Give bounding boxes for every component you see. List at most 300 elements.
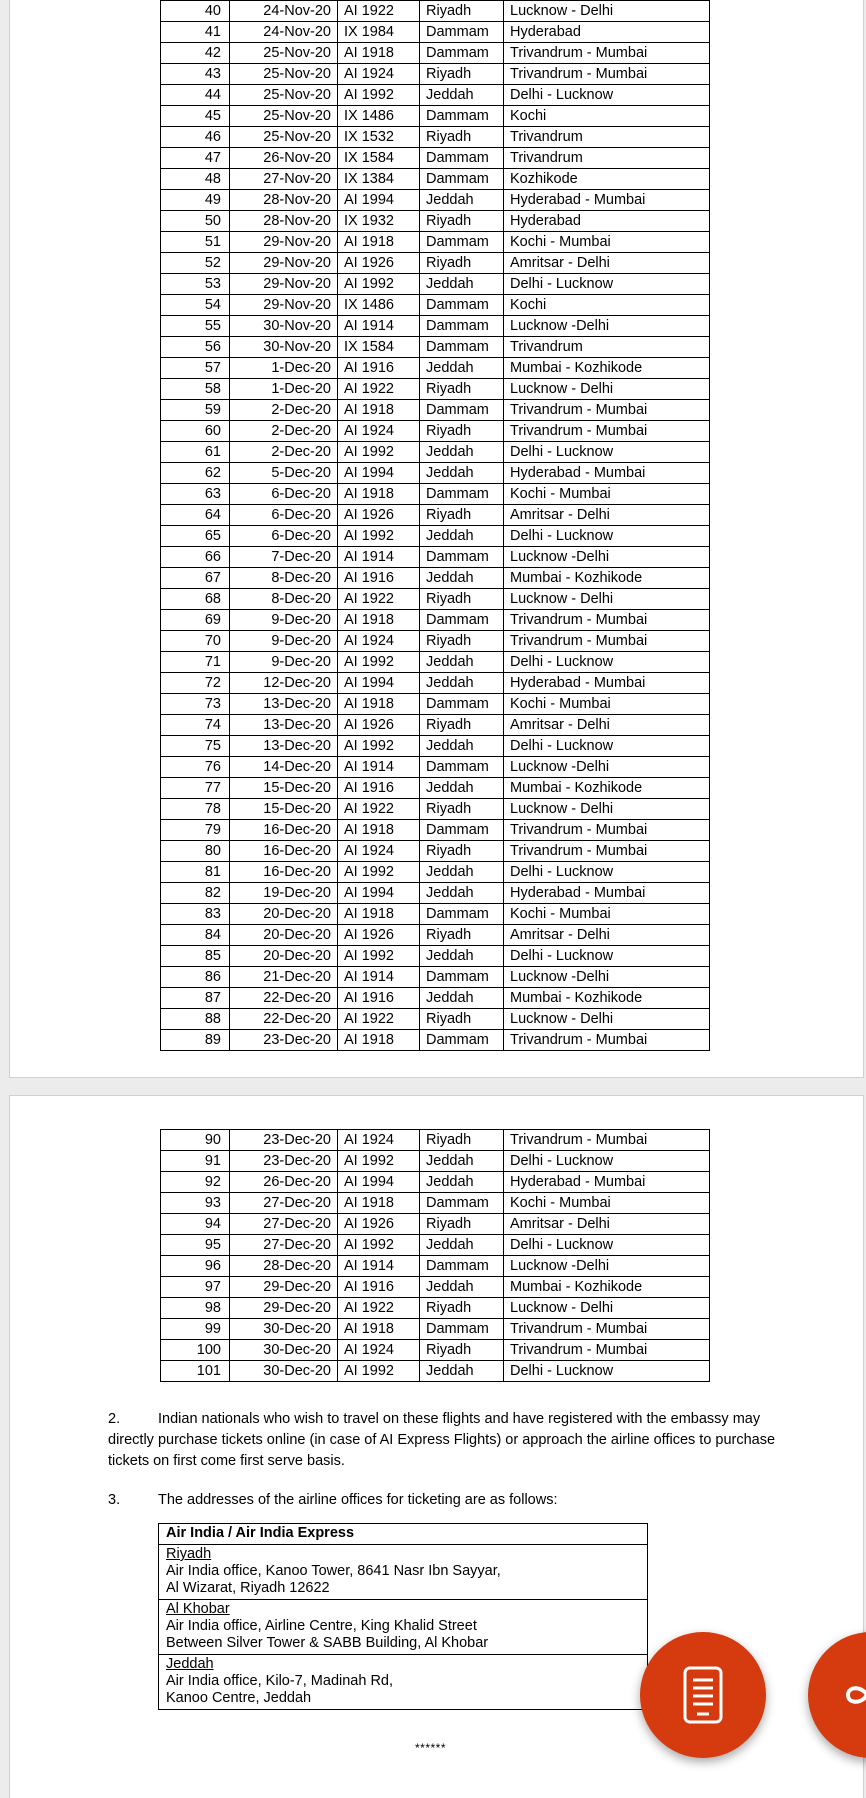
row-route: Trivandrum - Mumbai <box>504 610 710 631</box>
row-flight: AI 1926 <box>338 1214 420 1235</box>
row-flight: AI 1926 <box>338 253 420 274</box>
row-date: 28-Dec-20 <box>230 1256 338 1277</box>
row-flight: AI 1916 <box>338 358 420 379</box>
flight-row <box>161 547 710 568</box>
row-serial: 62 <box>161 463 230 484</box>
row-date: 27-Dec-20 <box>230 1235 338 1256</box>
flight-row <box>161 568 710 589</box>
row-serial: 64 <box>161 505 230 526</box>
row-origin: Riyadh <box>420 127 504 148</box>
flight-schedule-table-part1 <box>160 0 710 1051</box>
row-route: Delhi - Lucknow <box>504 526 710 547</box>
flight-row <box>161 1151 710 1172</box>
row-route: Kochi <box>504 106 710 127</box>
flight-row <box>161 85 710 106</box>
row-serial: 40 <box>161 1 230 22</box>
row-date: 25-Nov-20 <box>230 43 338 64</box>
row-flight: AI 1918 <box>338 1193 420 1214</box>
row-date: 8-Dec-20 <box>230 568 338 589</box>
flight-schedule-table-part2 <box>160 1129 710 1382</box>
row-flight: AI 1994 <box>338 883 420 904</box>
row-route: Hyderabad - Mumbai <box>504 673 710 694</box>
row-route: Kochi - Mumbai <box>504 1193 710 1214</box>
row-flight: AI 1992 <box>338 85 420 106</box>
flight-row <box>161 1 710 22</box>
row-origin: Riyadh <box>420 631 504 652</box>
row-origin: Dammam <box>420 757 504 778</box>
row-route: Delhi - Lucknow <box>504 1235 710 1256</box>
row-serial: 87 <box>161 988 230 1009</box>
row-serial: 96 <box>161 1256 230 1277</box>
row-serial: 50 <box>161 211 230 232</box>
row-date: 6-Dec-20 <box>230 484 338 505</box>
flight-row <box>161 1009 710 1030</box>
row-flight: AI 1924 <box>338 631 420 652</box>
row-route: Trivandrum <box>504 127 710 148</box>
row-date: 20-Dec-20 <box>230 925 338 946</box>
row-route: Kochi - Mumbai <box>504 694 710 715</box>
row-route: Mumbai - Kozhikode <box>504 1277 710 1298</box>
row-flight: AI 1918 <box>338 1319 420 1340</box>
row-origin: Jeddah <box>420 442 504 463</box>
row-serial: 53 <box>161 274 230 295</box>
row-route: Kochi <box>504 295 710 316</box>
row-serial: 70 <box>161 631 230 652</box>
row-serial: 54 <box>161 295 230 316</box>
offices-header-row <box>159 1524 648 1545</box>
flight-row <box>161 1298 710 1319</box>
flight-row <box>161 904 710 925</box>
row-serial: 47 <box>161 148 230 169</box>
row-route: Trivandrum - Mumbai <box>504 1319 710 1340</box>
row-origin: Riyadh <box>420 64 504 85</box>
row-route: Trivandrum - Mumbai <box>504 421 710 442</box>
row-date: 30-Dec-20 <box>230 1319 338 1340</box>
flight-row <box>161 652 710 673</box>
flight-row <box>161 211 710 232</box>
row-route: Delhi - Lucknow <box>504 946 710 967</box>
row-route: Lucknow - Delhi <box>504 589 710 610</box>
row-date: 2-Dec-20 <box>230 421 338 442</box>
office-city: Al Khobar <box>166 1601 230 1617</box>
row-origin: Riyadh <box>420 379 504 400</box>
row-origin: Dammam <box>420 1193 504 1214</box>
row-origin: Riyadh <box>420 1214 504 1235</box>
row-origin: Jeddah <box>420 988 504 1009</box>
row-serial: 75 <box>161 736 230 757</box>
row-flight: AI 1918 <box>338 232 420 253</box>
office-address-line: Between Silver Tower & SABB Building, Al Khobar <box>166 1635 489 1651</box>
row-date: 2-Dec-20 <box>230 400 338 421</box>
row-route: Trivandrum - Mumbai <box>504 1130 710 1151</box>
row-route: Trivandrum - Mumbai <box>504 1030 710 1051</box>
row-route: Amritsar - Delhi <box>504 1214 710 1235</box>
row-flight: IX 1584 <box>338 337 420 358</box>
row-origin: Dammam <box>420 295 504 316</box>
row-serial: 79 <box>161 820 230 841</box>
row-origin: Dammam <box>420 547 504 568</box>
paragraph-2 <box>108 1409 788 1472</box>
row-flight: AI 1992 <box>338 862 420 883</box>
row-flight: AI 1924 <box>338 1130 420 1151</box>
flight-row <box>161 610 710 631</box>
row-route: Trivandrum <box>504 148 710 169</box>
row-origin: Dammam <box>420 232 504 253</box>
office-row <box>159 1545 648 1600</box>
row-flight: AI 1914 <box>338 1256 420 1277</box>
flight-row <box>161 1340 710 1361</box>
row-origin: Jeddah <box>420 736 504 757</box>
row-origin: Dammam <box>420 148 504 169</box>
row-origin: Jeddah <box>420 862 504 883</box>
row-date: 6-Dec-20 <box>230 505 338 526</box>
row-date: 21-Dec-20 <box>230 967 338 988</box>
row-route: Mumbai - Kozhikode <box>504 988 710 1009</box>
row-flight: IX 1932 <box>338 211 420 232</box>
row-flight: IX 1584 <box>338 148 420 169</box>
row-origin: Dammam <box>420 610 504 631</box>
row-date: 29-Dec-20 <box>230 1277 338 1298</box>
row-route: Trivandrum <box>504 337 710 358</box>
row-origin: Jeddah <box>420 358 504 379</box>
row-origin: Jeddah <box>420 1235 504 1256</box>
row-route: Lucknow -Delhi <box>504 967 710 988</box>
row-route: Hyderabad - Mumbai <box>504 190 710 211</box>
row-flight: AI 1918 <box>338 1030 420 1051</box>
row-date: 28-Nov-20 <box>230 211 338 232</box>
row-origin: Dammam <box>420 22 504 43</box>
flight-row <box>161 967 710 988</box>
flight-row <box>161 1235 710 1256</box>
row-route: Lucknow - Delhi <box>504 1 710 22</box>
row-flight: AI 1916 <box>338 1277 420 1298</box>
paragraph-text: The addresses of the airline offices for ticketing are as follows: <box>158 1492 558 1508</box>
row-origin: Jeddah <box>420 85 504 106</box>
office-city: Jeddah <box>166 1656 214 1672</box>
row-origin: Riyadh <box>420 799 504 820</box>
row-origin: Dammam <box>420 820 504 841</box>
row-serial: 69 <box>161 610 230 631</box>
flight-row <box>161 778 710 799</box>
row-date: 27-Dec-20 <box>230 1214 338 1235</box>
row-route: Lucknow - Delhi <box>504 1298 710 1319</box>
flight-row <box>161 1256 710 1277</box>
link-icon <box>842 1680 866 1710</box>
row-flight: AI 1992 <box>338 736 420 757</box>
flight-row <box>161 127 710 148</box>
row-date: 28-Nov-20 <box>230 190 338 211</box>
row-serial: 46 <box>161 127 230 148</box>
row-flight: AI 1994 <box>338 463 420 484</box>
row-flight: AI 1916 <box>338 988 420 1009</box>
row-flight: AI 1916 <box>338 778 420 799</box>
document-list-icon <box>683 1666 723 1724</box>
row-route: Trivandrum - Mumbai <box>504 820 710 841</box>
row-origin: Riyadh <box>420 1009 504 1030</box>
office-address-line: Air India office, Airline Centre, King Khalid Street <box>166 1618 477 1634</box>
office-address-line: Air India office, Kilo-7, Madinah Rd, <box>166 1673 394 1689</box>
flight-row <box>161 64 710 85</box>
row-origin: Riyadh <box>420 841 504 862</box>
row-date: 27-Nov-20 <box>230 169 338 190</box>
row-flight: AI 1992 <box>338 946 420 967</box>
flight-row <box>161 1193 710 1214</box>
row-flight: AI 1992 <box>338 652 420 673</box>
row-origin: Riyadh <box>420 1130 504 1151</box>
row-origin: Riyadh <box>420 421 504 442</box>
row-route: Amritsar - Delhi <box>504 505 710 526</box>
row-route: Hyderabad <box>504 211 710 232</box>
row-route: Delhi - Lucknow <box>504 85 710 106</box>
row-flight: AI 1918 <box>338 820 420 841</box>
flight-row <box>161 526 710 547</box>
paragraph-number: 2. <box>108 1411 121 1427</box>
notes-fab-button[interactable] <box>640 1632 766 1758</box>
row-date: 8-Dec-20 <box>230 589 338 610</box>
row-flight: AI 1918 <box>338 610 420 631</box>
row-flight: AI 1992 <box>338 442 420 463</box>
row-route: Hyderabad - Mumbai <box>504 1172 710 1193</box>
row-serial: 45 <box>161 106 230 127</box>
row-flight: IX 1486 <box>338 295 420 316</box>
row-serial: 72 <box>161 673 230 694</box>
row-serial: 71 <box>161 652 230 673</box>
row-date: 12-Dec-20 <box>230 673 338 694</box>
row-date: 9-Dec-20 <box>230 652 338 673</box>
flight-row <box>161 442 710 463</box>
row-route: Lucknow -Delhi <box>504 547 710 568</box>
row-serial: 86 <box>161 967 230 988</box>
row-serial: 83 <box>161 904 230 925</box>
row-flight: AI 1992 <box>338 1361 420 1382</box>
row-serial: 81 <box>161 862 230 883</box>
row-origin: Dammam <box>420 337 504 358</box>
row-origin: Dammam <box>420 169 504 190</box>
row-route: Delhi - Lucknow <box>504 1361 710 1382</box>
flight-row <box>161 106 710 127</box>
flight-row <box>161 1361 710 1382</box>
row-origin: Dammam <box>420 1256 504 1277</box>
row-origin: Jeddah <box>420 1151 504 1172</box>
row-flight: AI 1994 <box>338 190 420 211</box>
row-date: 27-Dec-20 <box>230 1193 338 1214</box>
row-serial: 68 <box>161 589 230 610</box>
row-date: 13-Dec-20 <box>230 715 338 736</box>
flight-row <box>161 22 710 43</box>
flight-row <box>161 190 710 211</box>
row-date: 1-Dec-20 <box>230 358 338 379</box>
row-origin: Jeddah <box>420 1277 504 1298</box>
row-route: Kochi - Mumbai <box>504 904 710 925</box>
row-origin: Dammam <box>420 106 504 127</box>
row-serial: 91 <box>161 1151 230 1172</box>
row-serial: 76 <box>161 757 230 778</box>
row-date: 24-Nov-20 <box>230 1 338 22</box>
flight-row <box>161 43 710 64</box>
row-date: 25-Nov-20 <box>230 106 338 127</box>
row-route: Trivandrum - Mumbai <box>504 841 710 862</box>
row-flight: AI 1918 <box>338 694 420 715</box>
row-serial: 90 <box>161 1130 230 1151</box>
row-flight: AI 1914 <box>338 967 420 988</box>
flight-row <box>161 1130 710 1151</box>
office-cell <box>159 1655 648 1710</box>
row-serial: 78 <box>161 799 230 820</box>
row-origin: Jeddah <box>420 673 504 694</box>
row-route: Kochi - Mumbai <box>504 232 710 253</box>
row-date: 25-Nov-20 <box>230 127 338 148</box>
row-flight: IX 1384 <box>338 169 420 190</box>
flight-row <box>161 295 710 316</box>
row-date: 26-Dec-20 <box>230 1172 338 1193</box>
row-date: 16-Dec-20 <box>230 820 338 841</box>
row-serial: 52 <box>161 253 230 274</box>
row-date: 9-Dec-20 <box>230 610 338 631</box>
row-flight: AI 1992 <box>338 274 420 295</box>
row-origin: Dammam <box>420 316 504 337</box>
flight-row <box>161 631 710 652</box>
row-flight: AI 1922 <box>338 379 420 400</box>
row-serial: 57 <box>161 358 230 379</box>
row-origin: Riyadh <box>420 505 504 526</box>
row-date: 24-Nov-20 <box>230 22 338 43</box>
row-serial: 89 <box>161 1030 230 1051</box>
row-serial: 56 <box>161 337 230 358</box>
row-flight: AI 1922 <box>338 799 420 820</box>
row-origin: Jeddah <box>420 1172 504 1193</box>
flight-row <box>161 358 710 379</box>
row-serial: 100 <box>161 1340 230 1361</box>
row-route: Trivandrum - Mumbai <box>504 64 710 85</box>
flight-row <box>161 421 710 442</box>
row-date: 26-Nov-20 <box>230 148 338 169</box>
flight-row <box>161 757 710 778</box>
row-date: 5-Dec-20 <box>230 463 338 484</box>
flight-row <box>161 1277 710 1298</box>
row-serial: 43 <box>161 64 230 85</box>
row-route: Amritsar - Delhi <box>504 925 710 946</box>
office-address-line: Al Wizarat, Riyadh 12622 <box>166 1580 330 1596</box>
flight-row <box>161 862 710 883</box>
row-flight: AI 1922 <box>338 1 420 22</box>
flight-row <box>161 946 710 967</box>
end-marker: ****** <box>415 1741 447 1755</box>
row-date: 19-Dec-20 <box>230 883 338 904</box>
office-row <box>159 1600 648 1655</box>
row-flight: AI 1918 <box>338 904 420 925</box>
row-serial: 49 <box>161 190 230 211</box>
row-flight: AI 1926 <box>338 505 420 526</box>
row-origin: Dammam <box>420 967 504 988</box>
flight-row <box>161 715 710 736</box>
row-serial: 94 <box>161 1214 230 1235</box>
row-date: 29-Nov-20 <box>230 232 338 253</box>
row-route: Lucknow -Delhi <box>504 1256 710 1277</box>
row-date: 22-Dec-20 <box>230 988 338 1009</box>
flight-row <box>161 484 710 505</box>
row-origin: Riyadh <box>420 211 504 232</box>
row-flight: AI 1914 <box>338 757 420 778</box>
row-origin: Dammam <box>420 43 504 64</box>
flight-row <box>161 1214 710 1235</box>
paragraph-text: Indian nationals who wish to travel on these flights and have registered with the embassy may directly purchase tickets online (in case of AI Express Flights) or approach the airline offices to purchase tickets on first come first serve basis. <box>108 1411 776 1469</box>
paragraph-number: 3. <box>108 1492 121 1508</box>
flight-row <box>161 799 710 820</box>
row-route: Hyderabad - Mumbai <box>504 883 710 904</box>
row-date: 29-Nov-20 <box>230 253 338 274</box>
row-date: 22-Dec-20 <box>230 1009 338 1030</box>
flight-row <box>161 337 710 358</box>
row-origin: Dammam <box>420 1030 504 1051</box>
row-route: Delhi - Lucknow <box>504 652 710 673</box>
row-date: 13-Dec-20 <box>230 736 338 757</box>
row-flight: AI 1922 <box>338 589 420 610</box>
row-date: 2-Dec-20 <box>230 442 338 463</box>
row-route: Hyderabad <box>504 22 710 43</box>
row-route: Lucknow - Delhi <box>504 1009 710 1030</box>
row-origin: Riyadh <box>420 253 504 274</box>
row-flight: IX 1532 <box>338 127 420 148</box>
flight-row <box>161 316 710 337</box>
row-serial: 51 <box>161 232 230 253</box>
row-route: Mumbai - Kozhikode <box>504 358 710 379</box>
office-row <box>159 1655 648 1710</box>
row-serial: 95 <box>161 1235 230 1256</box>
office-cell <box>159 1600 648 1655</box>
flight-row <box>161 589 710 610</box>
flight-row <box>161 820 710 841</box>
row-route: Trivandrum - Mumbai <box>504 1340 710 1361</box>
row-flight: AI 1918 <box>338 400 420 421</box>
row-origin: Riyadh <box>420 1298 504 1319</box>
row-origin: Jeddah <box>420 778 504 799</box>
row-route: Trivandrum - Mumbai <box>504 400 710 421</box>
row-flight: AI 1926 <box>338 925 420 946</box>
row-origin: Jeddah <box>420 190 504 211</box>
flight-row <box>161 988 710 1009</box>
row-flight: AI 1994 <box>338 1172 420 1193</box>
flight-row <box>161 169 710 190</box>
row-origin: Jeddah <box>420 1361 504 1382</box>
row-serial: 59 <box>161 400 230 421</box>
flight-row <box>161 148 710 169</box>
flight-row <box>161 883 710 904</box>
row-serial: 80 <box>161 841 230 862</box>
flight-row <box>161 505 710 526</box>
row-date: 16-Dec-20 <box>230 841 338 862</box>
row-date: 20-Dec-20 <box>230 904 338 925</box>
row-serial: 82 <box>161 883 230 904</box>
flight-row <box>161 694 710 715</box>
row-route: Amritsar - Delhi <box>504 253 710 274</box>
flight-row <box>161 736 710 757</box>
row-serial: 77 <box>161 778 230 799</box>
row-date: 13-Dec-20 <box>230 694 338 715</box>
row-date: 16-Dec-20 <box>230 862 338 883</box>
row-serial: 93 <box>161 1193 230 1214</box>
flight-row <box>161 463 710 484</box>
row-serial: 88 <box>161 1009 230 1030</box>
row-date: 9-Dec-20 <box>230 631 338 652</box>
row-flight: IX 1486 <box>338 106 420 127</box>
office-address-line: Kanoo Centre, Jeddah <box>166 1690 312 1706</box>
row-origin: Riyadh <box>420 1340 504 1361</box>
row-route: Delhi - Lucknow <box>504 442 710 463</box>
row-date: 29-Nov-20 <box>230 295 338 316</box>
row-route: Lucknow - Delhi <box>504 379 710 400</box>
row-origin: Riyadh <box>420 715 504 736</box>
row-route: Mumbai - Kozhikode <box>504 778 710 799</box>
